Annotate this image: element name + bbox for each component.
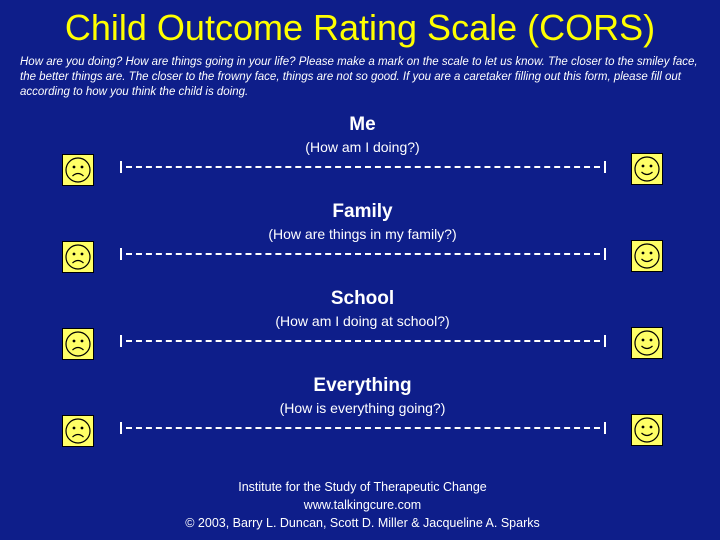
smiley-face-icon (631, 327, 663, 359)
scale-question: (How am I doing at school?) (275, 313, 450, 329)
frowny-face-icon (62, 241, 94, 273)
scale-question: (How am I doing?) (305, 139, 420, 155)
scale-start-tick (120, 335, 122, 347)
scale-question: (How is everything going?) (279, 400, 446, 416)
scale-end-tick (604, 161, 606, 173)
scale-everything (0, 375, 720, 465)
dashed-line (126, 253, 600, 255)
scale-start-tick (120, 248, 122, 260)
scale-end-tick (604, 422, 606, 434)
page-title: Child Outcome Rating Scale (CORS) (64, 7, 656, 48)
credits-website: www.talkingcure.com (303, 498, 422, 512)
scale-start-tick (120, 161, 122, 173)
scale-question: (How are things in my family?) (268, 226, 457, 242)
scale-label: School (330, 288, 395, 309)
rating-line[interactable] (120, 332, 606, 350)
scale-label: Everything (313, 375, 412, 396)
scale-start-tick (120, 422, 122, 434)
smiley-face-icon (631, 240, 663, 272)
instructions-text: How are you doing? How are things going in your life? Please make a mark on the scale to let us know. The closer to the smiley face, the better things are. The closer to the frowny face, things are not so good. If you are a caretaker filling out this form, please fill out according to how you think the child is doing. (20, 56, 698, 98)
frowny-face-icon (62, 154, 94, 186)
scale-family (0, 201, 720, 291)
rating-line[interactable] (120, 419, 606, 437)
scale-end-tick (604, 335, 606, 347)
scale-label: Me (349, 114, 376, 135)
scale-label: Family (332, 201, 393, 222)
dashed-line (126, 427, 600, 429)
dashed-line (126, 166, 600, 168)
credits-institute: Institute for the Study of Therapeutic Change (238, 480, 487, 494)
dashed-line (126, 340, 600, 342)
frowny-face-icon (62, 415, 94, 447)
credits-copyright: © 2003, Barry L. Duncan, Scott D. Miller & Jacqueline A. Sparks (185, 516, 540, 530)
credits (0, 478, 720, 532)
scale-me (0, 114, 720, 204)
scale-school (0, 288, 720, 378)
scale-end-tick (604, 248, 606, 260)
rating-line[interactable] (120, 245, 606, 263)
rating-line[interactable] (120, 158, 606, 176)
smiley-face-icon (631, 414, 663, 446)
smiley-face-icon (631, 153, 663, 185)
frowny-face-icon (62, 328, 94, 360)
